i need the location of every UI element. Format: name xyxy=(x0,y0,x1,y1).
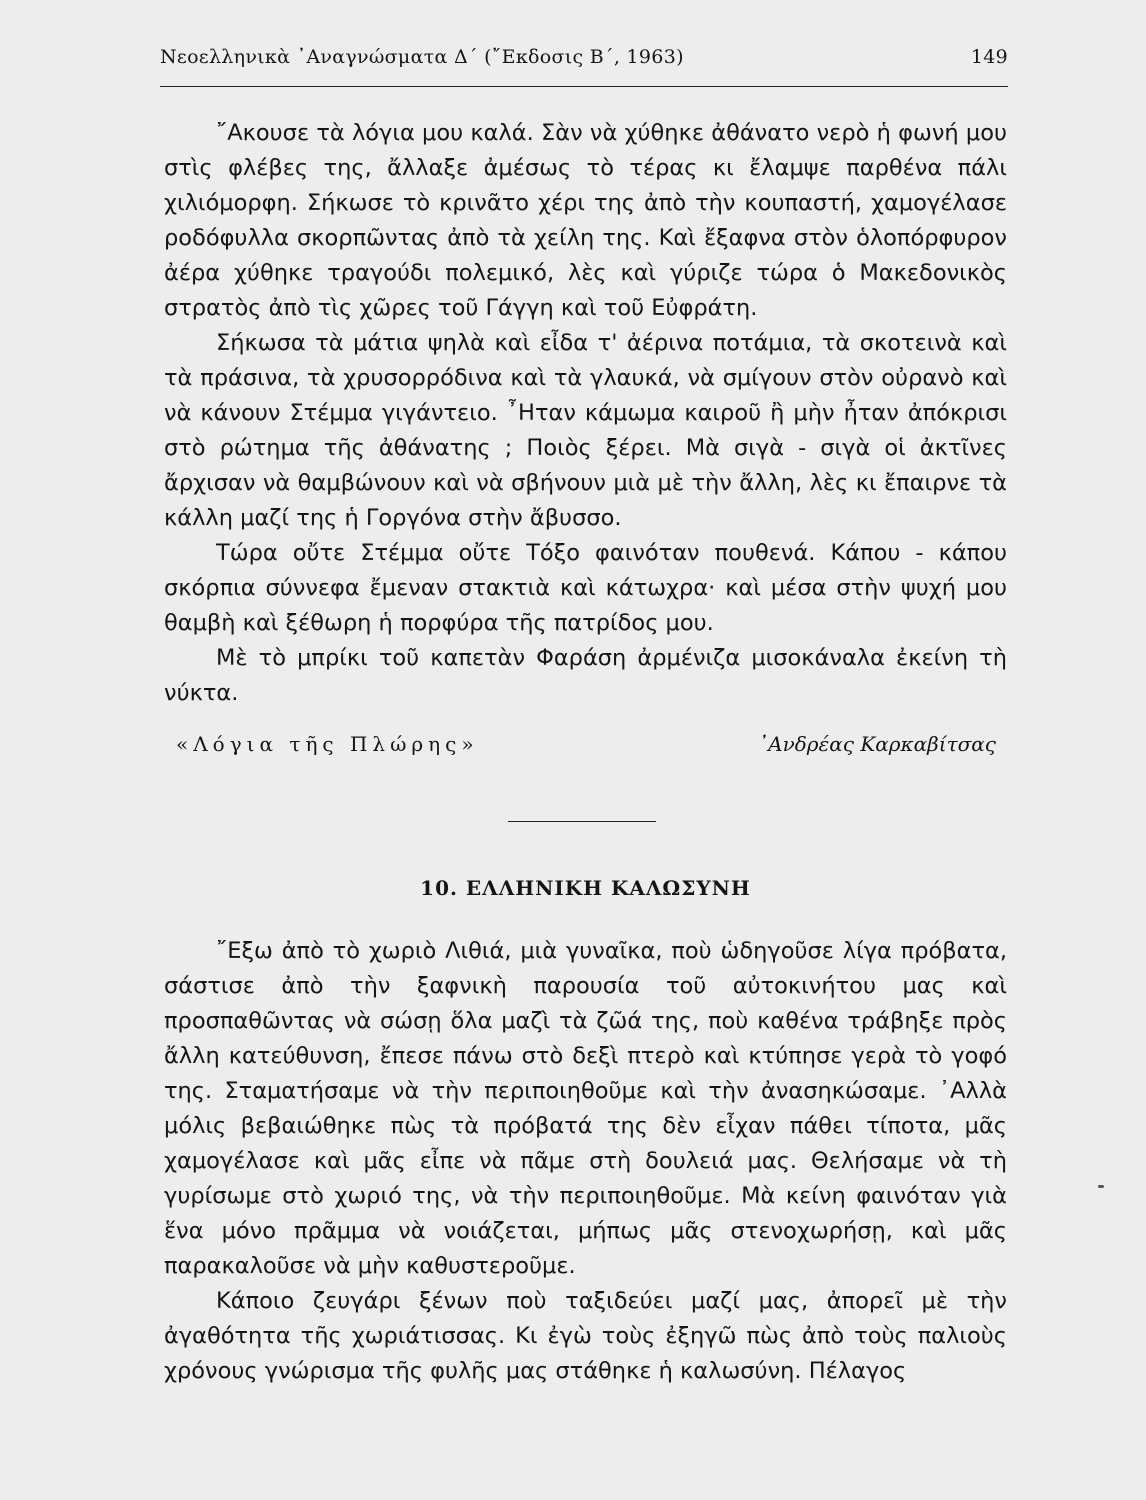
section-divider xyxy=(508,821,656,822)
paragraph: Τώρα οὔτε Στέμμα οὔτε Τόξο φαινόταν πουθενά. Κάπου - κάπου σκόρπια σύννεφα ἔμεναν στακτιὰ καὶ κάτωχρα· καὶ μέσα στὴν ψυχή μου θαμβὴ καὶ ξέθωρη ἡ πορφύρα τῆς πατρίδος μου. xyxy=(164,540,1007,636)
print-speck xyxy=(1098,1185,1104,1188)
paragraph: ῎Εξω ἀπὸ τὸ χωριὸ Λιθιά, μιὰ γυναῖκα, ποὺ ὡδηγοῦσε λίγα πρόβατα, σάστισε ἀπὸ τὴν ξαφνικὴ παρουσία τοῦ αὐτοκινήτου μας καὶ προσπαθῶντας νὰ σώσῃ ὅλα μαζὶ τὰ ζῶά της, ποὺ καθένα τράβηξε πρὸς ἄλλη κατεύθυνση, ἔπεσε πάνω στὸ δεξὶ πτερὸ καὶ κτύπησε γερὰ τὸ γοφό της. Σταματήσαμε νὰ τὴν περιποιηθοῦμε καὶ τὴν ἀνασηκώσαμε. ᾿Αλλὰ μόλις βεβαιώθηκε πὼς τὰ πρόβατά της δὲν εἶχαν πάθει τίποτα, μᾶς χαμογέλασε καὶ μᾶς εἶπε νὰ πᾶμε στὴ δουλειά μας. Θελήσαμε νὰ τὴ γυρίσωμε στὸ χωριό της, νὰ τὴν περιποιηθοῦμε. Μὰ κείνη φαινόταν γιὰ ἕνα μόνο πρᾶμμα νὰ νοιάζεται, μήπως μᾶς στενοχωρήσῃ, καὶ μᾶς παρακαλοῦσε νὰ μὴν καθυστεροῦμε. xyxy=(164,938,1007,1279)
section-2-text xyxy=(164,934,1007,1389)
source-title: «Λόγια τῆς Πλώρης» xyxy=(176,732,479,756)
header-rule xyxy=(160,86,1008,87)
section-heading: 10. ΕΛΛΗΝΙΚΗ ΚΑΛΩΣΥΝΗ xyxy=(420,876,751,900)
paragraph: Κάποιο ζευγάρι ξένων ποὺ ταξιδεύει μαζί μας, ἀπορεῖ μὲ τὴν ἀγαθότητα τῆς χωριάτισσας. Κι ἐγὼ τοὺς ἐξηγῶ πὼς ἀπὸ τοὺς παλιοὺς χρόνους γνώρισμα τῆς φυλῆς μας στάθηκε ἡ καλωσύνη. Πέλαγος xyxy=(164,1288,1007,1384)
paragraph: ῎Ακουσε τὰ λόγια μου καλά. Σὰν νὰ χύθηκε ἀθάνατο νερὸ ἡ φωνή μου στὶς φλέβες της, ἄλλαξε ἀμέσως τὸ τέρας κι ἔλαμψε παρθένα πάλι χιλιόμορφη. Σήκωσε τὸ κρινᾶτο χέρι της ἀπὸ τὴν κουπαστή, χαμογέλασε ροδόφυλλα σκορπῶντας ἀπὸ τὰ χείλη της. Καὶ ἔξαφνα στὸν ὁλοπόρφυρον ἀέρα χύθηκε τραγούδι πολεμικό, λὲς καὶ γύριζε τώρα ὁ Μακεδονικὸς στρατὸς ἀπὸ τὶς χῶρες τοῦ Γάγγη καὶ τοῦ Εὐφράτη. xyxy=(164,120,1007,321)
page-number: 149 xyxy=(970,46,1008,68)
running-header xyxy=(160,46,1008,68)
paragraph: Σήκωσα τὰ μάτια ψηλὰ καὶ εἶδα τ' ἀέρινα ποτάμια, τὰ σκοτεινὰ καὶ τὰ πράσινα, τὰ χρυσορρόδινα καὶ τὰ γλαυκά, νὰ σμίγουν στὸν οὐρανὸ καὶ νὰ κάνουν Στέμμα γιγάντειο. ῏Ηταν κάμωμα καιροῦ ἢ μὴν ἦταν ἀπόκρισι στὸ ρώτημα τῆς ἀθάνατης ; Ποιὸς ξέρει. Μὰ σιγὰ - σιγὰ οἱ ἀκτῖνες ἄρχισαν νὰ θαμβώνουν καὶ νὰ σβήνουν μιὰ μὲ τὴν ἄλλη, λὲς κι ἔπαιρνε τὰ κάλλη μαζί της ἡ Γοργόνα στὴν ἄβυσσο. xyxy=(164,330,1007,531)
section-1-text xyxy=(164,116,1007,711)
source-author: ᾿Ανδρέας Καρκαβίτσας xyxy=(758,732,996,756)
paragraph: Μὲ τὸ μπρίκι τοῦ καπετὰν Φαράση ἀρμένιζα μισοκάναλα ἐκείνη τὴ νύκτα. xyxy=(164,645,1007,706)
running-title: Νεοελληνικὰ ᾿Αναγνώσματα Δ΄ (῎Εκδοσις Β΄, 1963) xyxy=(160,46,684,68)
source-citation xyxy=(176,732,996,756)
